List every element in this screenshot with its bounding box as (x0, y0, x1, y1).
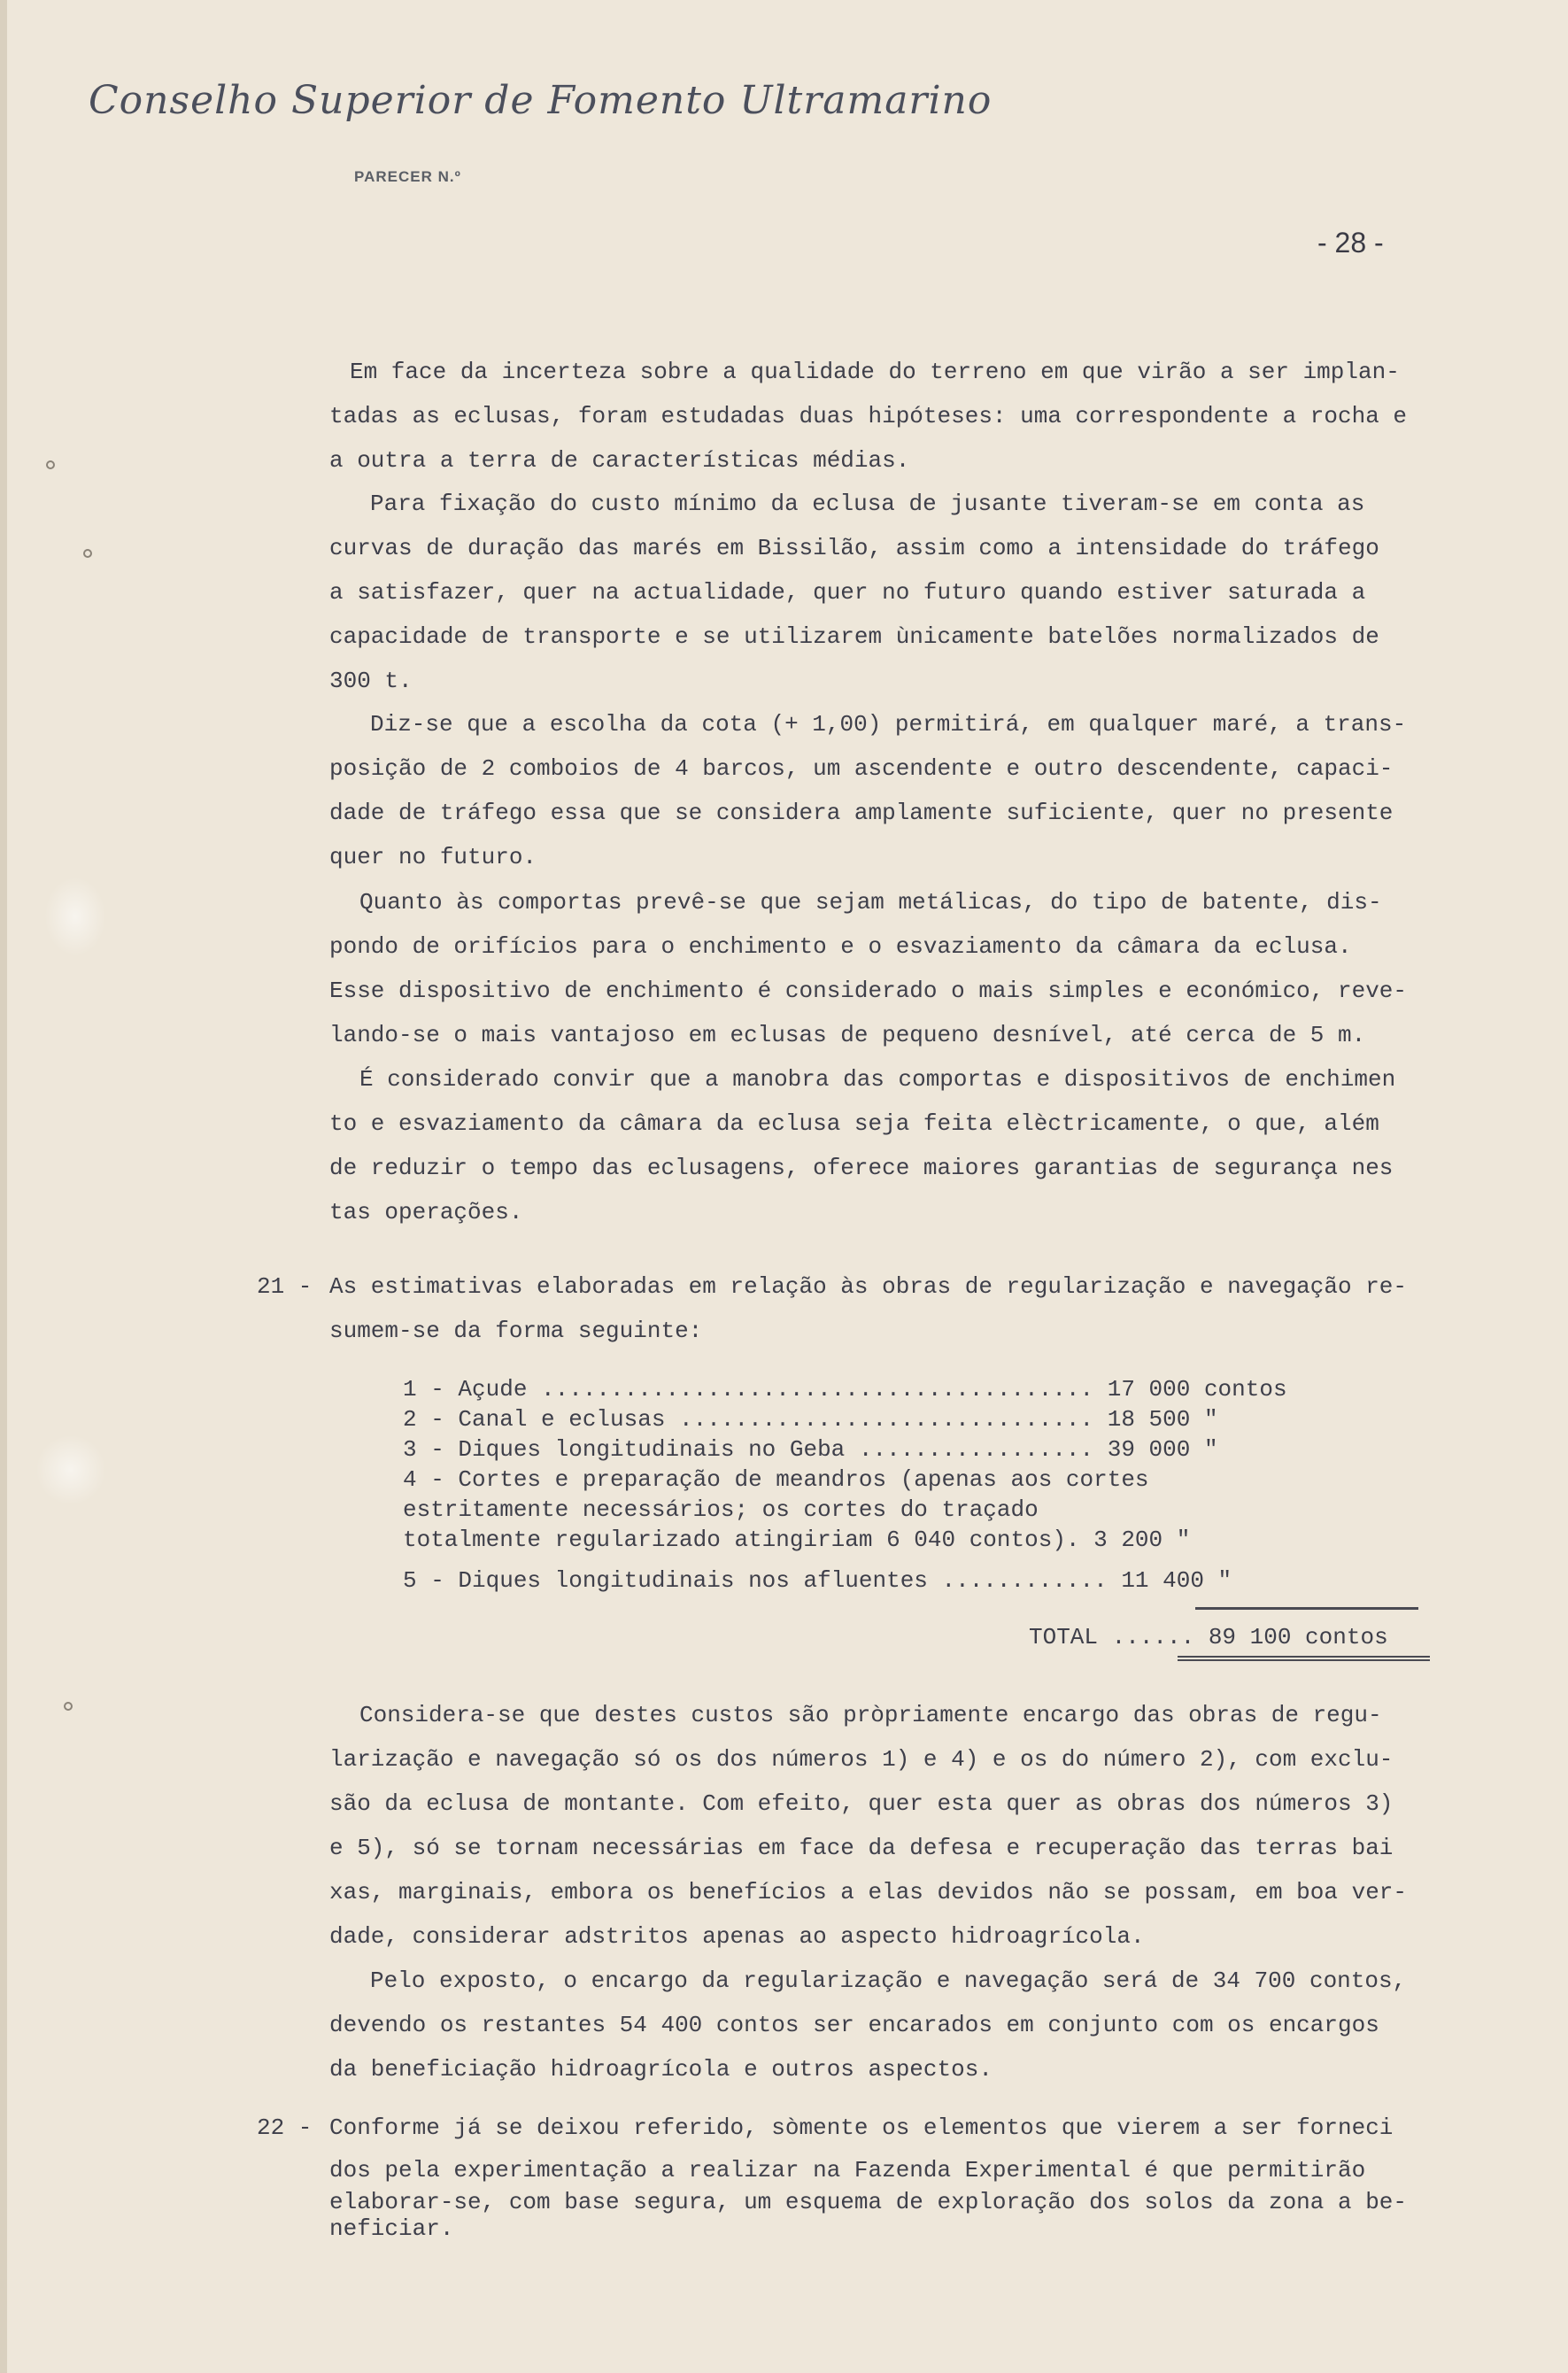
body-line: larização e navegação só os dos números 1) e 4) e os do número 2), com exclu- (329, 1746, 1394, 1773)
body-line: devendo os restantes 54 400 contos ser encarados em conjunto com os encargos (329, 2012, 1379, 2038)
paper-crease (44, 877, 106, 956)
body-line: xas, marginais, embora os benefícios a elas devidos não se possam, em boa ver- (329, 1879, 1407, 1905)
letterhead-institution: Conselho Superior de Fomento Ultramarino (89, 78, 993, 123)
body-line: posição de 2 comboios de 4 barcos, um ascendente e outro descendente, capaci- (329, 755, 1394, 782)
body-line: tadas as eclusas, foram estudadas duas hipóteses: uma correspondente a rocha e (329, 403, 1407, 429)
body-line: da beneficiação hidroagrícola e outros aspectos. (329, 2056, 993, 2083)
section-line: elaborar-se, com base segura, um esquema de exploração dos solos da zona a be- (329, 2189, 1407, 2215)
section-line: dos pela experimentação a realizar na Fazenda Experimental é que permitirão (329, 2157, 1366, 2184)
parecer-label: PARECER N.º (354, 168, 461, 185)
paper-crease (35, 1434, 106, 1505)
total-double-rule (1178, 1656, 1430, 1661)
cost-table-row: estritamente necessários; os cortes do traçado (403, 1496, 1039, 1523)
body-line: e 5), só se tornam necessárias em face da defesa e recuperação das terras bai (329, 1835, 1394, 1861)
body-line: pondo de orifícios para o enchimento e o esvaziamento da câmara da eclusa. (329, 933, 1352, 960)
body-line: dade de tráfego essa que se considera amplamente suficiente, quer no presente (329, 800, 1394, 826)
cost-table-row: totalmente regularizado atingiriam 6 040 contos). 3 200 " (403, 1527, 1191, 1553)
paper-edge (0, 0, 7, 2373)
body-line: lando-se o mais vantajoso em eclusas de pequeno desnível, até cerca de 5 m. (329, 1022, 1366, 1048)
section-line: sumem-se da forma seguinte: (329, 1318, 703, 1344)
cost-table-row: 1 - Açude ........................................ 17 000 contos (403, 1376, 1287, 1403)
cost-table-row: 2 - Canal e eclusas .............................. 18 500 " (403, 1406, 1218, 1433)
section-line: neficiar. (329, 2215, 454, 2242)
body-line: Quanto às comportas prevê-se que sejam metálicas, do tipo de batente, dis- (359, 889, 1382, 916)
section-number: 22 - (257, 2114, 313, 2141)
body-line: de reduzir o tempo das eclusagens, oferece maiores garantias de segurança nes (329, 1155, 1394, 1181)
body-line: são da eclusa de montante. Com efeito, quer esta quer as obras dos números 3) (329, 1790, 1394, 1817)
body-line: a satisfazer, quer na actualidade, quer no futuro quando estiver saturada a (329, 579, 1366, 606)
body-line: Para fixação do custo mínimo da eclusa de jusante tiveram-se em conta as (370, 491, 1365, 517)
body-line: Pelo exposto, o encargo da regularização e navegação será de 34 700 contos, (370, 1967, 1407, 1994)
punch-hole-mark (46, 460, 55, 469)
punch-hole-mark (83, 549, 92, 558)
body-line: Diz-se que a escolha da cota (+ 1,00) permitirá, em qualquer maré, a trans- (370, 711, 1407, 738)
body-line: capacidade de transporte e se utilizarem ùnicamente batelões normalizados de (329, 623, 1379, 650)
body-line: 300 t. (329, 668, 413, 694)
punch-hole-mark (64, 1702, 73, 1711)
section-line: Conforme já se deixou referido, sòmente os elementos que vierem a ser forneci (329, 2114, 1394, 2141)
body-line: to e esvaziamento da câmara da eclusa seja feita elèctricamente, o que, além (329, 1110, 1379, 1137)
cost-table-total: TOTAL ...... 89 100 contos (1029, 1624, 1388, 1650)
body-line: Esse dispositivo de enchimento é considerado o mais simples e económico, reve- (329, 978, 1407, 1004)
body-line: dade, considerar adstritos apenas ao aspecto hidroagrícola. (329, 1923, 1145, 1950)
cost-table-row: 5 - Diques longitudinais nos afluentes ............ 11 400 " (403, 1567, 1232, 1594)
page-number: - 28 - (1317, 227, 1384, 259)
body-line: curvas de duração das marés em Bissilão, assim como a intensidade do tráfego (329, 535, 1379, 561)
total-rule (1195, 1607, 1418, 1610)
body-line: a outra a terra de características médias. (329, 447, 910, 474)
body-line: tas operações. (329, 1199, 523, 1225)
body-line: Considera-se que destes custos são pròpriamente encargo das obras de regu- (359, 1702, 1382, 1728)
section-number: 21 - (257, 1273, 313, 1300)
body-line: quer no futuro. (329, 844, 537, 870)
body-line: Em face da incerteza sobre a qualidade do terreno em que virão a ser implan- (350, 359, 1400, 385)
cost-table-row: 3 - Diques longitudinais no Geba ................. 39 000 " (403, 1436, 1218, 1463)
cost-table-row: 4 - Cortes e preparação de meandros (apenas aos cortes (403, 1466, 1149, 1493)
section-line: As estimativas elaboradas em relação às obras de regularização e navegação re- (329, 1273, 1407, 1300)
body-line: É considerado convir que a manobra das comportas e dispositivos de enchimen (359, 1066, 1396, 1093)
